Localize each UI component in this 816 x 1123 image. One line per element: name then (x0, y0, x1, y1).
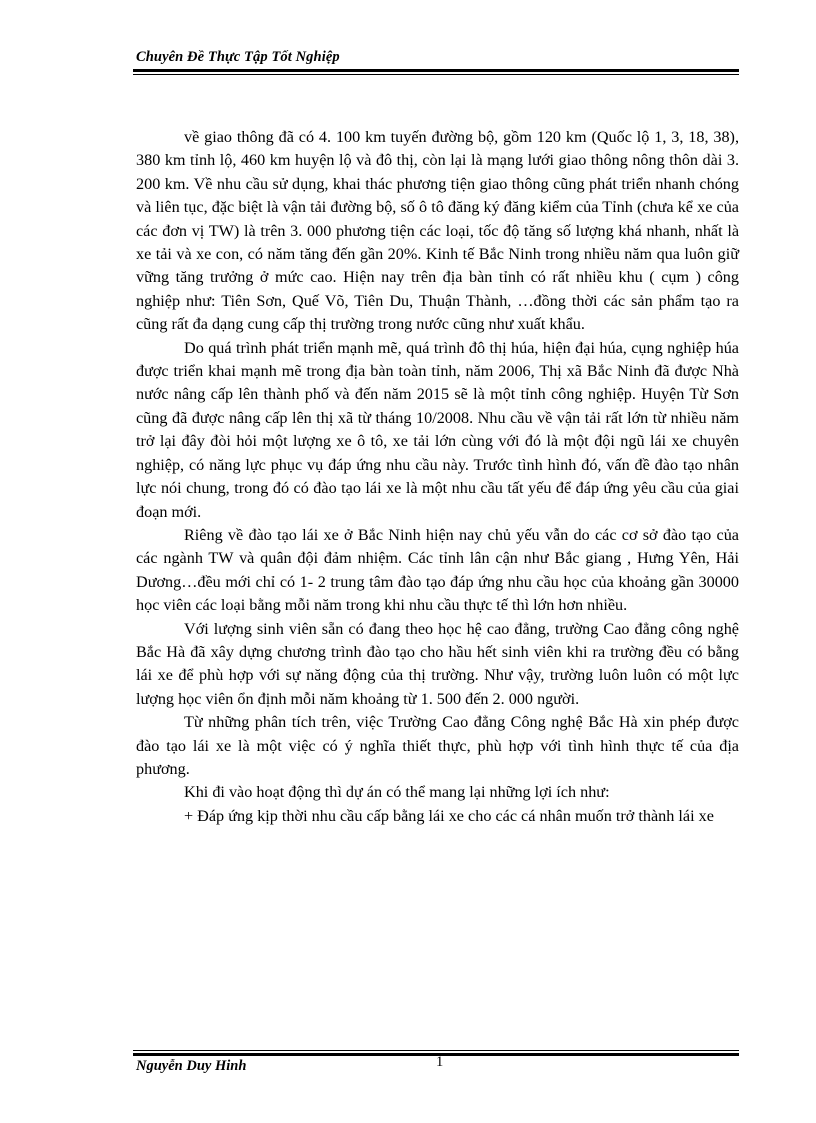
paragraph: về giao thông đã có 4. 100 km tuyến đường bộ, gồm 120 km (Quốc lộ 1, 3, 18, 38), 380 km tỉnh lộ, 460 km huyện lộ và đô thị, còn lại là mạng lưới giao thông nông thôn dài 3. 200 km. Về nhu cầu sử dụng, khai thác phương tiện giao thông cũng phát triển nhanh chóng và liên tục, đặc biệt là vận tải đường bộ, số ô tô đăng ký đăng kiểm của Tỉnh (chưa kể xe của các đơn vị TW) là trên 3. 000 phương tiện các loại, tốc độ tăng số lượng khá nhanh, nhất là xe tải và xe con, có năm tăng đến gần 20%. Kinh tế Bắc Ninh trong nhiều năm qua luôn giữ vững tăng trưởng ở mức cao. Hiện nay trên địa bàn tỉnh có rất nhiều khu ( cụm ) công nghiệp như: Tiên Sơn, Quế Võ, Tiên Du, Thuận Thành, …đồng thời các sản phẩm tạo ra cũng rất đa dạng cung cấp thị trường trong nước cũng như xuất khẩu. (136, 128, 739, 334)
header-rule-thick (133, 69, 739, 72)
footer-rule-thin (133, 1050, 739, 1051)
paragraph: Từ những phân tích trên, việc Trường Cao đẳng Công nghệ Bắc Hà xin phép được đào tạo lái xe là một việc có ý nghĩa thiết thực, phù hợp với tình hình thực tế của địa phương. (136, 713, 739, 778)
page-header-title: Chuyên Đề Thực Tập Tốt Nghiệp (136, 49, 340, 65)
paragraph: Khi đi vào hoạt động thì dự án có thể mang lại những lợi ích như: (184, 783, 610, 802)
document-body (136, 126, 739, 828)
paragraph: + Đáp ứng kịp thời nhu cầu cấp bằng lái xe cho các cá nhân muốn trở thành lái xe (184, 806, 714, 825)
header-rule-thin (133, 74, 739, 75)
paragraph: Riêng về đào tạo lái xe ở Bắc Ninh hiện nay chủ yếu vẫn do các cơ sở đào tạo của các ngành TW và quân đội đảm nhiệm. Các tỉnh lân cận như Bắc giang , Hưng Yên, Hải Dương…đều mới chỉ có 1- 2 trung tâm đào tạo đáp ứng nhu cầu học của khoảng gần 30000 học viên các loại bằng mỗi năm trong khi nhu cầu thực tế thì lớn hơn nhiều. (136, 525, 739, 615)
page-number: 1 (436, 1054, 444, 1070)
paragraph: Với lượng sinh viên sẵn có đang theo học hệ cao đẳng, trường Cao đẳng công nghệ Bắc Hà đã xây dựng chương trình đào tạo cho hầu hết sinh viên khi ra trường đều có bằng lái xe để phù hợp với sự năng động của thị trường. Như vậy, trường luôn luôn có một lực lượng học viên ổn định mỗi năm khoảng từ 1. 500 đến 2. 000 người. (136, 619, 739, 708)
footer-author: Nguyễn Duy Hinh (136, 1058, 247, 1074)
paragraph: Do quá trình phát triển mạnh mẽ, quá trình đô thị húa, hiện đại húa, cụng nghiệp húa được triển khai mạnh mẽ trong địa bàn toàn tỉnh, năm 2006, Thị xã Bắc Ninh đã được Nhà nước nâng cấp lên thành phố và đến năm 2015 sẽ là một tỉnh công nghiệp. Huyện Từ Sơn cũng đã được nâng cấp lên thị xã từ tháng 10/2008. Nhu cầu về vận tải rất lớn từ nhiều năm trở lại đây đòi hỏi một lượng xe ô tô, xe tải lớn cùng với đó là một đội ngũ lái xe chuyên nghiệp, có năng lực phục vụ đáp ứng nhu cầu này. Trước tình hình đó, vấn đề đào tạo nhân lực nói chung, trong đó có đào tạo lái xe là một nhu cầu tất yếu để đáp ứng yêu cầu của giai đoạn mới. (136, 338, 739, 521)
